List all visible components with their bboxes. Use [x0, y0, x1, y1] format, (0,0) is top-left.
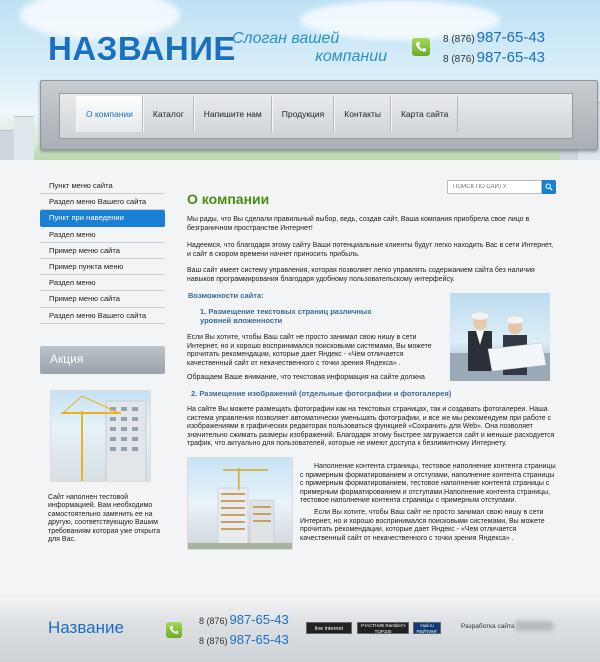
mailru-rating-counter[interactable]: mail.ru РЕЙТИНГ	[413, 622, 441, 634]
paragraph: Наполнение контента страницы, тестовое наполнение контента страницы с примерным форматированием и отступами, наполнение контента страницы с примерным форматированием, тестовое наполнение контента страницы с примерным форматированием и отступами.Наполнение контента страницы, тестовое наполнение контента страницы с примерным отступами.	[300, 463, 556, 505]
side-menu-item[interactable]: Пример меню сайта	[40, 243, 165, 259]
footer-site-name[interactable]: Название	[48, 618, 124, 637]
promo-header	[40, 346, 165, 374]
engineers-image	[450, 293, 550, 381]
nav-item-write-us[interactable]: Напишите нам	[194, 96, 272, 132]
search-input[interactable]	[447, 180, 542, 194]
paragraph: Если Вы хотите, чтобы Ваш сайт не просто занимал свою нишу в сети Интернет, но и хорошо воспринимался поисковыми системами, Вы можете прочитать рекомендации, которые дает Яндекс - «Чем отличается качественный сайт от некачественного с точки зрения Яндекса» .	[300, 509, 545, 542]
phone-code: 8 (876)	[199, 636, 228, 646]
nav-item-products[interactable]: Продукция	[272, 96, 335, 132]
phone-icon	[166, 622, 182, 638]
building-decoration	[14, 116, 34, 160]
slogan	[232, 30, 387, 66]
side-menu-item[interactable]: Пример меню сайта	[40, 291, 165, 307]
header-phones	[443, 29, 545, 69]
feature-heading-2: 2. Размещение изображений (отдельные фотографии и фотогалерея)	[191, 389, 452, 398]
paragraph: На сайте Вы можете размещать фотографии как на текстовых страницах, так и создавать фотогалереи. Наша система управления позволяет автоматически уменьшать фотографии, и все же мы рекомендуем при работе с изображениями в графических редакторах пользоваться функцией «Сохранить для Web». Она позволяет значительно сжимать размеры изображений. Благодаря этому быстрее загружается сайт и меньше расходуется трафик, что актуально для пользователей, которые не имеют доступа к безлимитному Интернету.	[187, 406, 555, 448]
phone-line	[443, 49, 545, 69]
nav-item-about[interactable]: О компании	[76, 96, 143, 132]
features-heading: Возможности сайта:	[188, 291, 264, 300]
paragraph: Надеемся, что благодаря этому сайту Ваши потенциальные клиенты будут легко находить Вас в сети Интернет, и сайт в скором времени начнет приносить прибыль.	[187, 242, 554, 258]
nav-item-sitemap[interactable]: Карта сайта	[391, 96, 458, 132]
search-box	[447, 180, 557, 194]
promo-image	[50, 390, 151, 482]
phone-line	[443, 29, 545, 49]
phone-icon	[412, 38, 430, 56]
search-icon	[545, 183, 553, 191]
nav-item-contacts[interactable]: Контакты	[334, 96, 391, 132]
paragraph: Если Вы хотите, чтобы Ваш сайт не просто занимал свою нишу в сети Интернет, но и хорошо воспринимался поисковыми системами, Вы можете прочитать рекомендации, которые дает Яндекс - «Чем отличается качественный сайт от некачественного с точки зрения Яндекса» .	[187, 334, 432, 367]
side-menu	[40, 178, 165, 324]
side-menu-item[interactable]: Раздел меню Вашего сайта	[40, 194, 165, 210]
side-menu-item-hover[interactable]: Пункт при наведении	[40, 210, 165, 226]
phone-line	[199, 632, 289, 652]
phone-number: 987-65-43	[229, 632, 289, 647]
footer-phones	[199, 612, 289, 652]
side-menu-item[interactable]: Раздел меню	[40, 275, 165, 291]
building-decoration	[0, 130, 14, 160]
phone-line	[199, 612, 289, 632]
side-menu-item[interactable]: Пункт меню сайта	[40, 178, 165, 194]
phone-code: 8 (876)	[443, 34, 475, 45]
side-menu-item[interactable]: Раздел меню	[40, 227, 165, 243]
search-button[interactable]	[542, 180, 556, 194]
page-title: О компании	[187, 191, 270, 207]
phone-code: 8 (876)	[199, 616, 228, 626]
slogan-line2: компании	[315, 48, 387, 65]
phone-number: 987-65-43	[476, 49, 546, 66]
intro-paragraph: Мы рады, что Вы сделали правильный выбор, ведь, создав сайт, Ваша компания приобрела свое лицо в безграничном пространстве Интернет!	[187, 216, 530, 232]
paragraph: Ваш сайт имеет систему управления, которая позволяет легко управлять содержанием сайта без наличия навыков программирования благодаря удобному пользовательскому интерфейсу.	[187, 267, 535, 283]
feature-heading-1: 1. Размещение текстовых страниц различных уровней вложенности	[200, 307, 372, 325]
phone-number: 987-65-43	[476, 29, 546, 46]
paragraph: Обращаем Ваше внимание, что текстовая информация на сайте должна	[187, 374, 425, 381]
promo-title: Акция	[50, 352, 84, 366]
site-logo[interactable]: НАЗВАНИЕ	[48, 30, 236, 67]
promo-text: Сайт наполнен тестовой информацией. Вам необходимо самостоятельно заменить ее на другую, соответствующую Вашим требованиям которая уже открыта для Вас.	[48, 494, 161, 544]
phone-code: 8 (876)	[443, 54, 475, 65]
developer-label: Разработка сайта	[461, 623, 515, 630]
side-menu-item[interactable]: Раздел меню Вашего сайта	[40, 308, 165, 324]
liveinternet-counter[interactable]: live internet	[306, 622, 352, 634]
phone-number: 987-65-43	[229, 612, 289, 627]
slogan-line1: Слоган вашей	[232, 30, 340, 47]
side-menu-item[interactable]: Пример пункта меню	[40, 259, 165, 275]
developer-link-blurred[interactable]	[515, 621, 553, 631]
rambler-top100-counter[interactable]: УЧАСТНИК Rambler's TOP100	[357, 622, 409, 634]
nav-item-catalog[interactable]: Каталог	[143, 96, 194, 132]
construction-image	[187, 457, 293, 550]
top-nav	[76, 96, 458, 132]
